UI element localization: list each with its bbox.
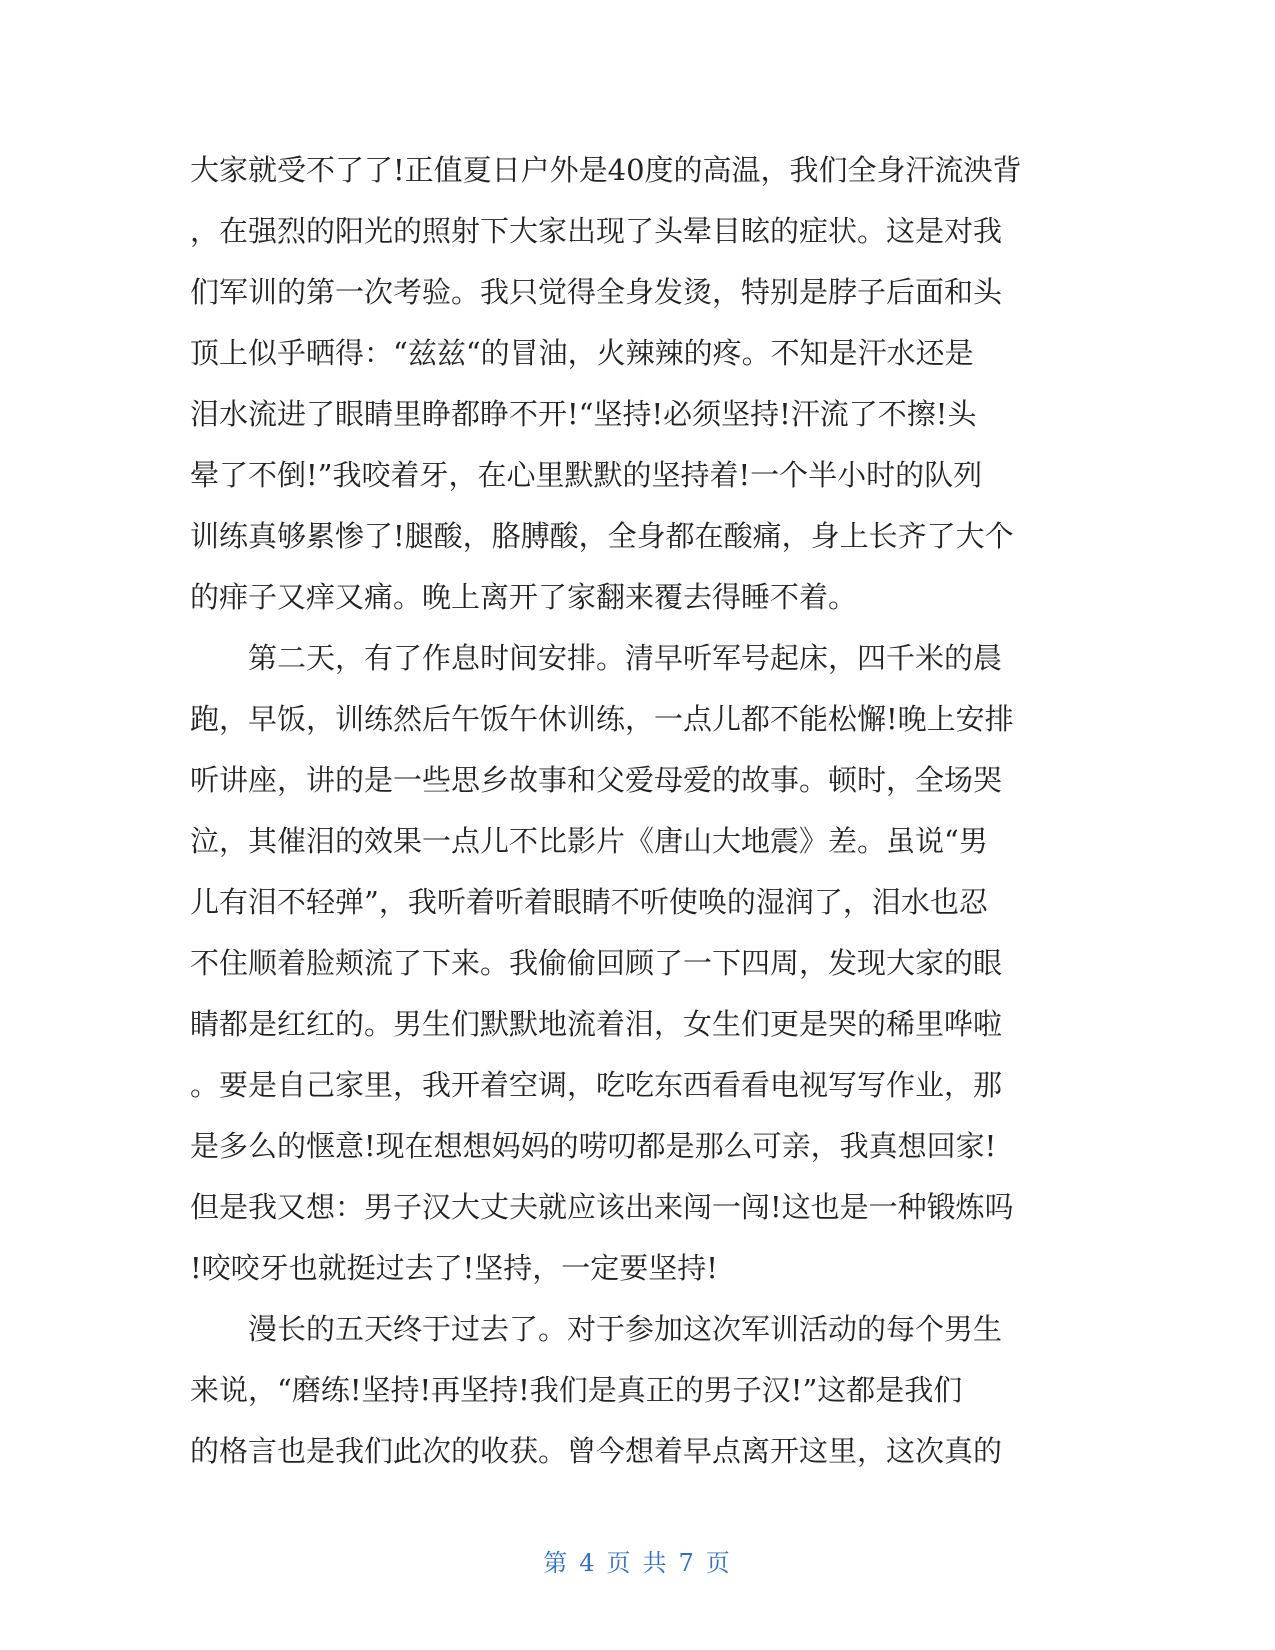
total-page-number: 7 [678,1549,696,1577]
footer-prefix: 第 [543,1549,570,1577]
text-line: 的格言也是我们此次的收获。曾今想着早点离开这里，这次真的 [190,1434,1003,1468]
text-line: ，在强烈的阳光的照射下大家出现了头晕目眩的症状。这是对我 [190,214,1003,248]
body-text [190,140,1090,1482]
footer-total-prefix: 共 [642,1549,669,1577]
footer-suffix: 页 [705,1549,732,1577]
text-line: 的痱子又痒又痛。晚上离开了家翻来覆去得睡不着。 [190,580,858,614]
footer-page-word: 页 [606,1549,633,1577]
text-line: 。要是自己家里，我开着空调，吃吃东西看看电视写写作业，那 [190,1068,1003,1102]
text-line: 第二天，有了作息时间安排。清早听军号起床，四千米的晨 [190,641,1003,675]
text-line: 来说，“磨练!坚持!再坚持!我们是真正的男子汉!”这都是我们 [190,1373,963,1407]
text-line: 泪水流进了眼睛里睁都睁不开!“坚持!必须坚持!汗流了不擦!头 [190,397,977,431]
text-line: 睛都是红红的。男生们默默地流着泪，女生们更是哭的稀里哗啦 [190,1007,1003,1041]
text-line: 跑，早饭，训练然后午饭午休训练，一点儿都不能松懈!晚上安排 [190,702,1014,736]
text-line: 不住顺着脸颊流了下来。我偷偷回顾了一下四周，发现大家的眼 [190,946,1003,980]
text-line: 儿有泪不轻弹”，我听着听着眼睛不听使唤的湿润了，泪水也忍 [190,885,988,919]
page-footer [0,1543,1275,1578]
text-line: 顶上似乎晒得：“兹兹“的冒油，火辣辣的疼。不知是汗水还是 [190,336,974,370]
text-line: 漫长的五天终于过去了。对于参加这次军训活动的每个男生 [190,1312,1003,1346]
text-line: !咬咬牙也就挺过去了!坚持，一定要坚持! [190,1251,718,1285]
text-line: 泣，其催泪的效果一点儿不比影片《唐山大地震》差。虽说“男 [190,824,988,858]
text-line: 大家就受不了了!正值夏日户外是40度的高温，我们全身汗流泱背 [190,153,1022,187]
text-line: 们军训的第一次考验。我只觉得全身发烫，特别是脖子后面和头 [190,275,1003,309]
text-line: 是多么的惬意!现在想想妈妈的唠叨都是那么可亲，我真想回家! [190,1129,997,1163]
text-line: 训练真够累惨了!腿酸，胳膊酸，全身都在酸痛，身上长齐了大个 [190,519,1014,553]
text-line: 晕了不倒!”我咬着牙，在心里默默的坚持着!一个半小时的队列 [190,458,983,492]
current-page-number: 4 [579,1549,597,1577]
text-line: 听讲座，讲的是一些思乡故事和父爱母爱的故事。顿时，全场哭 [190,763,1003,797]
text-line: 但是我又想：男子汉大丈夫就应该出来闯一闯!这也是一种锻炼吗 [190,1190,1014,1224]
